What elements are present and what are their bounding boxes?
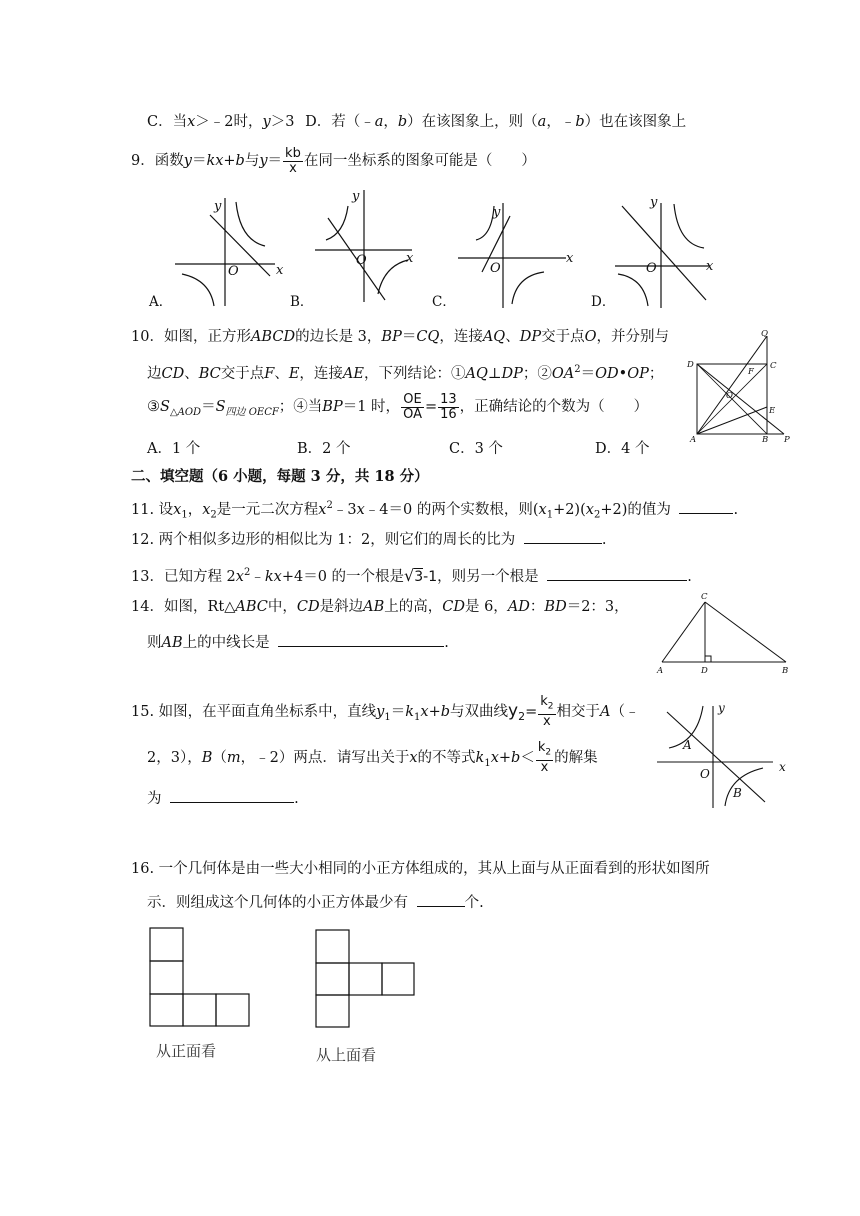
text: 是一元二次方程 <box>216 501 319 518</box>
text: ＝ <box>580 365 596 382</box>
var: DP <box>501 365 523 382</box>
text: ， <box>383 114 398 130</box>
var-a: a <box>537 114 547 130</box>
text: 10．如图，正方形 <box>131 329 251 345</box>
q12 <box>131 529 606 550</box>
top-view-caption: 从上面看 <box>316 1046 377 1064</box>
text: ）也在该图象上 <box>584 114 687 130</box>
hyperbola-branch <box>618 274 648 306</box>
var: S <box>215 399 226 415</box>
var-a: a <box>374 114 384 130</box>
q8-option-c: C．当 <box>147 114 188 130</box>
radicand: 3 <box>414 568 424 585</box>
text: ＝ <box>191 153 207 169</box>
var: x <box>173 501 182 518</box>
var: x <box>318 501 327 518</box>
var: DP <box>519 329 542 345</box>
label-a: A <box>690 435 697 444</box>
text: ＝ <box>390 704 406 720</box>
segment-ac <box>662 602 705 662</box>
hyperbola-branch <box>378 260 408 294</box>
var: AB <box>363 599 385 615</box>
var: F <box>264 365 275 382</box>
denominator: x <box>543 713 551 729</box>
label-c: C <box>770 361 777 371</box>
cube-square <box>316 995 349 1027</box>
q16-line-1: 16. 一个几何体是由一些大小相同的小正方体组成的，其从上面与从正面看到的形状如图所 <box>131 861 710 877</box>
var: BD <box>544 599 567 615</box>
y-label: y <box>214 199 222 214</box>
q16-views <box>140 920 440 1070</box>
text: . <box>733 501 739 518</box>
text: ＝ <box>201 399 216 415</box>
q14-line-2 <box>147 632 449 653</box>
var: k <box>475 750 485 766</box>
text: 是 6， <box>464 599 508 615</box>
var: BC <box>198 365 221 382</box>
hyperbola-branch <box>512 272 544 304</box>
denominator: OA <box>403 406 422 422</box>
segment-aq <box>697 336 767 434</box>
subscript: 1 <box>484 757 491 769</box>
answer-blank[interactable] <box>524 529 602 544</box>
text: ＝ <box>401 329 417 345</box>
label-e: E <box>769 406 776 416</box>
q10-option-c: C．3 个 <box>449 441 503 457</box>
var-y: y <box>262 114 271 130</box>
text: 个. <box>464 895 484 911</box>
text: . <box>444 635 449 651</box>
q10-option-b: B．2 个 <box>297 441 351 457</box>
q14-line-1 <box>131 597 629 617</box>
y-label: y <box>650 195 658 210</box>
subscript: 1 <box>181 509 188 521</box>
subscript: 1 <box>414 711 421 723</box>
q15-figure <box>655 698 795 810</box>
line <box>210 215 270 276</box>
text: ，﹣2）两点．请写出关于 <box>240 750 410 766</box>
q10-option-a: A．1 个 <box>147 441 201 457</box>
text: 上的中线长是 <box>182 635 270 651</box>
numerator: kb <box>285 145 301 161</box>
q15-line-3 <box>147 788 299 809</box>
q16-line-2 <box>147 892 484 913</box>
text: 11. 设 <box>131 501 174 518</box>
fraction-k2-over-x <box>538 695 555 729</box>
segment-cb <box>705 602 786 662</box>
cube-square <box>316 930 349 963</box>
var-b: b <box>397 114 408 130</box>
text: ＜ <box>520 750 535 766</box>
text: 上的高， <box>384 599 443 615</box>
text: ；④当 <box>278 399 323 415</box>
var-x: x <box>187 114 196 130</box>
label-o: O <box>726 391 733 401</box>
denominator: x <box>540 759 549 775</box>
y-label: y <box>493 205 501 220</box>
text: 14．如图，Rt△ <box>131 599 236 615</box>
text: 与双曲线 <box>450 704 509 720</box>
var: AQ <box>465 365 488 382</box>
var: CD <box>161 365 185 382</box>
text: 、 <box>184 365 199 382</box>
front-view <box>150 928 249 1026</box>
subscript: 2 <box>593 509 601 521</box>
text: 13．已知方程 2 <box>131 568 236 585</box>
var: O <box>584 329 597 345</box>
denominator: 16 <box>440 406 457 422</box>
text: 为 <box>147 791 162 807</box>
text: ，连接 <box>299 365 343 382</box>
q10-figure <box>684 330 794 444</box>
label-b: B <box>762 435 769 444</box>
text: +2)的值为 <box>600 501 671 518</box>
numerator: 13 <box>440 391 457 407</box>
text: ）在该图象上，则（ <box>407 114 538 130</box>
subscript: 1 <box>384 711 391 723</box>
label-a: A <box>683 738 692 752</box>
section-heading: 二、填空题（6 小题，每题 3 分，共 18 分） <box>131 468 429 485</box>
var: OA <box>551 365 575 382</box>
q13 <box>131 563 692 587</box>
var: CD <box>442 599 465 615</box>
text: ，﹣ <box>546 114 576 130</box>
text: 2，3）， <box>147 750 202 766</box>
fraction-kb-over-x <box>283 147 303 176</box>
text: 交于点 <box>541 329 585 345</box>
hyperbola-branch <box>725 768 763 806</box>
q10-option-d: D．4 个 <box>595 441 650 457</box>
origin-label: O <box>490 261 501 276</box>
text: 的解集 <box>554 750 598 766</box>
q10-line-3 <box>147 390 648 430</box>
var: OD <box>595 365 619 382</box>
var: x+ <box>420 704 441 720</box>
label-b: B <box>733 786 742 800</box>
hyperbola-branch <box>326 206 348 240</box>
fraction-oe-over-oa <box>401 393 424 422</box>
var: S <box>160 399 170 415</box>
label-b: B <box>782 666 789 676</box>
text: 15. 如图，在平面直角坐标系中，直线 <box>131 704 377 720</box>
var: x <box>356 501 365 518</box>
var: AQ <box>482 329 506 345</box>
cube-square <box>316 963 349 995</box>
numerator: k <box>540 694 548 710</box>
text: 的不等式 <box>417 750 476 766</box>
text: • <box>618 365 628 382</box>
label-q: Q <box>761 330 768 339</box>
var: x+ <box>490 750 512 766</box>
var: x <box>235 568 244 585</box>
text: 则 <box>147 635 162 651</box>
answer-blank[interactable] <box>679 499 733 514</box>
y-label: y <box>352 189 360 204</box>
superscript: 2 <box>574 364 581 375</box>
q10-line-2 <box>147 360 663 384</box>
text: . <box>294 791 299 807</box>
superscript: 2 <box>326 500 333 511</box>
label-a: A <box>657 666 664 676</box>
hyperbola-branch <box>182 274 214 306</box>
text: ＞﹣2时， <box>195 114 263 130</box>
text: 交于点 <box>220 365 265 382</box>
var: B <box>201 750 213 766</box>
answer-blank[interactable] <box>547 566 687 581</box>
cube-square <box>382 963 414 995</box>
text: . <box>601 532 607 548</box>
q15-line-2 <box>147 741 598 781</box>
text: （ <box>212 750 227 766</box>
var: BP <box>381 329 402 345</box>
segment-ae <box>697 407 767 434</box>
var: b <box>440 704 451 720</box>
var: OP <box>627 365 649 382</box>
subscript: 1 <box>546 509 554 521</box>
y-label: y <box>718 701 725 715</box>
var: AD <box>507 599 530 615</box>
text: 是斜边 <box>319 599 364 615</box>
q9-option-a: A． <box>149 294 173 310</box>
var: m <box>226 750 241 766</box>
hyperbola-branch <box>476 206 494 240</box>
var: x <box>202 501 211 518</box>
text: ，下列结论：① <box>363 365 466 382</box>
var-y: y <box>259 153 268 169</box>
origin-label: O <box>646 261 657 276</box>
label-p: P <box>784 435 790 444</box>
var: y <box>376 704 385 720</box>
q9-option-c: C． <box>432 294 456 310</box>
x-label: x <box>706 259 714 274</box>
var: A <box>600 704 611 720</box>
var: ABC <box>235 599 268 615</box>
answer-blank[interactable] <box>417 892 465 907</box>
var: k <box>405 704 415 720</box>
text: 与 <box>244 153 260 169</box>
subscript: 2 <box>518 709 526 723</box>
x-label: x <box>566 251 574 266</box>
text: ＝1 时， <box>342 399 401 415</box>
q11 <box>131 496 738 526</box>
var-y: y <box>183 153 192 169</box>
var: x <box>538 501 547 518</box>
q8-option-d: D．若（﹣ <box>305 114 375 130</box>
text: ，正确结论的个数为（ ） <box>459 399 649 415</box>
text: = <box>525 704 538 720</box>
q8-options <box>147 112 686 132</box>
right-angle-mark <box>705 656 711 662</box>
text: ，并分别与 <box>596 329 669 345</box>
origin-label: O <box>700 767 710 781</box>
var: ABCD <box>250 329 296 345</box>
cube-square <box>216 994 249 1026</box>
superscript: 2 <box>243 567 251 578</box>
text: -1 <box>423 568 438 585</box>
var: x <box>585 501 594 518</box>
q9-graphs <box>140 188 740 312</box>
cube-square <box>150 928 183 961</box>
denominator: x <box>289 160 297 176</box>
var: CQ <box>416 329 440 345</box>
line <box>622 206 706 300</box>
segment-dp <box>697 364 784 434</box>
fraction-13-over-16 <box>438 393 459 422</box>
text: ⊥ <box>487 365 502 382</box>
text: ， <box>187 501 203 518</box>
text: +2)( <box>553 501 586 518</box>
q9-option-b: B． <box>290 294 314 310</box>
fraction-k2-over-x <box>536 741 553 775</box>
var: b <box>511 750 521 766</box>
q15-line-1 <box>131 694 640 735</box>
text: 9．函数 <box>131 153 184 169</box>
text: ＝2：3， <box>566 599 629 615</box>
text: ③ <box>147 399 160 415</box>
var: kx <box>264 568 282 585</box>
text: = <box>424 399 438 415</box>
origin-label: O <box>228 264 239 279</box>
text: +4＝0 的一个根是 <box>281 568 405 585</box>
label-f: F <box>748 367 754 377</box>
subscript: 四边 OECF <box>225 406 279 418</box>
text: . <box>687 568 692 585</box>
subscript: 2 <box>547 701 554 712</box>
label-d: D <box>687 360 694 370</box>
q9-question <box>131 144 536 178</box>
answer-blank[interactable] <box>278 632 444 647</box>
x-label: x <box>406 251 414 266</box>
cube-square <box>150 961 183 994</box>
text: ，则另一个根是 <box>437 568 539 585</box>
hyperbola-branch <box>674 204 704 248</box>
top-view <box>316 930 414 1027</box>
label-d: D <box>701 666 708 676</box>
q10-line-1 <box>131 327 669 347</box>
text: ﹣3 <box>332 501 357 518</box>
text: 边 <box>147 365 162 382</box>
text: 示．则组成这个几何体的小正方体最少有 <box>147 895 408 911</box>
text: ＞3 <box>270 114 295 130</box>
line-y1 <box>667 712 765 802</box>
var-kx: kx <box>206 153 224 169</box>
answer-blank[interactable] <box>170 788 294 803</box>
text: ，连接 <box>439 329 483 345</box>
text: ﹣ <box>250 568 265 585</box>
q9-option-d: D． <box>591 294 616 310</box>
sqrt-icon: √ <box>404 565 415 585</box>
var: x <box>409 750 418 766</box>
text: 中， <box>267 599 297 615</box>
var: AB <box>161 635 183 651</box>
subscript: 2 <box>210 509 217 521</box>
x-label: x <box>779 760 786 774</box>
var-b: +b <box>223 153 245 169</box>
x-label: x <box>276 263 284 278</box>
subscript: △AOD <box>169 406 202 418</box>
subscript: 2 <box>545 747 552 758</box>
numerator: k <box>537 740 546 756</box>
text: ； <box>648 365 664 382</box>
text: 、 <box>274 365 289 382</box>
var: y <box>508 701 519 721</box>
text: （﹣ <box>610 704 640 720</box>
var: AE <box>342 365 364 382</box>
text: 12. 两个相似多边形的相似比为 1：2，则它们的周长的比为 <box>131 532 516 548</box>
text: 、 <box>505 329 520 345</box>
label-c: C <box>701 592 708 602</box>
text: 相交于 <box>556 704 601 720</box>
text: ＝ <box>267 153 283 169</box>
text: ﹣4＝0 的两个实数根，则( <box>364 501 539 518</box>
origin-label: O <box>356 253 367 268</box>
text: 在同一坐标系的图象可能是（ ） <box>303 153 536 169</box>
var: E <box>288 365 300 382</box>
cube-square <box>150 994 183 1026</box>
var: CD <box>296 599 320 615</box>
var: BP <box>322 399 343 415</box>
numerator: OE <box>401 393 424 408</box>
front-view-caption: 从正面看 <box>156 1042 217 1060</box>
cube-square <box>183 994 216 1026</box>
text: 的边长是 3， <box>295 329 382 345</box>
hyperbola-branch <box>236 202 265 246</box>
cube-square <box>349 963 382 995</box>
text: ；② <box>522 365 552 382</box>
q14-figure <box>650 590 798 676</box>
var-b: b <box>575 114 585 130</box>
text: ： <box>529 599 545 615</box>
